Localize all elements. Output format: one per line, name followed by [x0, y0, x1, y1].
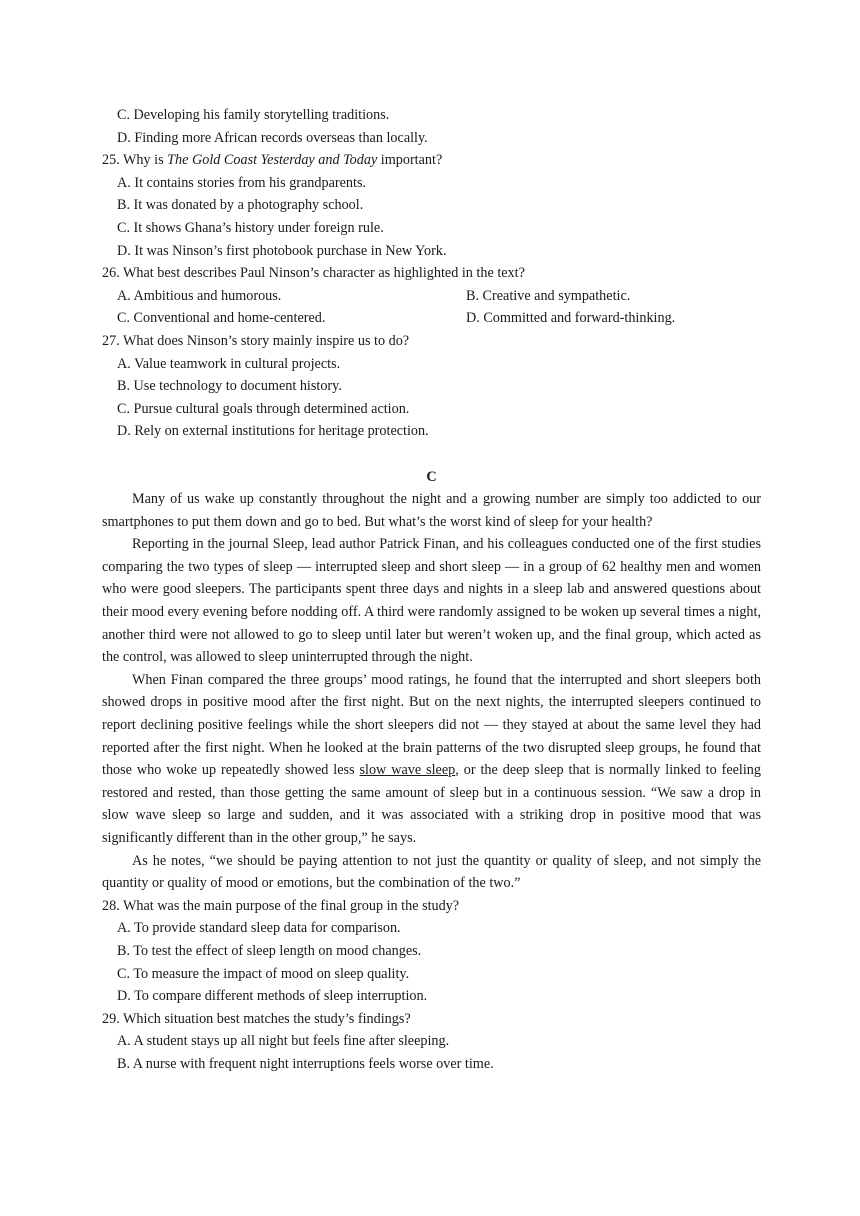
q24-option-d: D. Finding more African records overseas than locally.	[117, 129, 428, 146]
q27-option-a: A. Value teamwork in cultural projects.	[117, 355, 341, 372]
q27-stem: 27. What does Ninson’s story mainly inspire us to do?	[102, 332, 410, 349]
underlined-term: slow wave sleep	[359, 762, 456, 779]
q25-suffix: important?	[377, 152, 443, 169]
q27-option-d: D. Rely on external institutions for heritage protection.	[117, 423, 429, 440]
q25-option-a: A. It contains stories from his grandparents.	[117, 174, 367, 191]
q26-stem: 26. What best describes Paul Ninson’s character as highlighted in the text?	[102, 265, 525, 282]
q26-option-d: D. Committed and forward-thinking.	[466, 310, 676, 327]
section-heading: C	[426, 468, 437, 485]
q25-option-d: D. It was Ninson’s first photobook purchase in New York.	[117, 242, 447, 259]
q25-stem	[102, 149, 761, 172]
q27-option-c: C. Pursue cultural goals through determined action.	[117, 400, 410, 417]
q28-option-a: A. To provide standard sleep data for comparison.	[117, 920, 401, 937]
q27-option-b: B. Use technology to document history.	[117, 378, 342, 395]
q26-option-b: B. Creative and sympathetic.	[466, 287, 631, 304]
q25-prefix: 25. Why is	[102, 152, 168, 169]
exam-page	[102, 104, 761, 1076]
q26-options-row-2	[102, 307, 761, 330]
p3-text-before: When Finan compared the three groups’ mood ratings, he found that the interrupted and short sleepers both showed drops in positive mood after the first night. But on the next nights, the interrupted sleepers continued to report declining positive feelings while the short sleepers did not — they stayed at about the same level they had reported after the first night. When he looked at the brain patterns of the two disrupted sleep groups, he found that those who woke up repeatedly showed less	[102, 671, 761, 779]
section-spacer	[102, 443, 761, 466]
q26-option-c: C. Conventional and home-centered.	[117, 310, 326, 327]
p3-text-after: , or the deep sleep that is normally linked to feeling restored and rested, than those getting the same amount of sleep but in a continuous session. “We saw a drop in slow wave sleep so large and sudden, and it was associated with a striking drop in positive mood that was significantly different than in the other group,” he says.	[102, 762, 761, 846]
passage-paragraph-4: As he notes, “we should be paying attention to not just the quantity or quality of sleep, and not simply the quantity or quality of mood or emotions, but the combination of the two.”	[102, 852, 761, 892]
q28-option-d: D. To compare different methods of sleep interruption.	[117, 988, 428, 1005]
q26-option-a: A. Ambitious and humorous.	[117, 287, 282, 304]
q28-option-c: C. To measure the impact of mood on sleep quality.	[117, 965, 410, 982]
q29-stem: 29. Which situation best matches the study’s findings?	[102, 1010, 411, 1027]
q25-option-b: B. It was donated by a photography school.	[117, 197, 364, 214]
q29-option-b: B. A nurse with frequent night interruptions feels worse over time.	[117, 1055, 494, 1072]
passage-paragraph-1: Many of us wake up constantly throughout the night and a growing number are simply too addicted to our smartphones to put them down and go to bed. But what’s the worst kind of sleep for your health?	[102, 491, 761, 530]
q26-options-row-1	[102, 285, 761, 308]
q25-option-c: C. It shows Ghana’s history under foreign rule.	[117, 219, 384, 236]
q29-option-a: A. A student stays up all night but feels fine after sleeping.	[117, 1033, 450, 1050]
q28-option-b: B. To test the effect of sleep length on mood changes.	[117, 942, 422, 959]
passage-paragraph-3	[102, 669, 761, 850]
q25-book-title: The Gold Coast Yesterday and Today	[167, 152, 378, 169]
passage-paragraph-2: Reporting in the journal Sleep, lead author Patrick Finan, and his colleagues conducted one of the first studies comparing the two types of sleep — interrupted sleep and short sleep — in a group of 62 healthy men and women who were good sleepers. The participants spent three days and nights in a sleep lab and answered questions about their mood every evening before nodding off. A third were randomly assigned to be woken up several times a night, another third were not allowed to go to sleep until later but weren’t woken up, and the final group, which acted as the control, was allowed to sleep uninterrupted through the night.	[102, 536, 761, 666]
q24-option-c: C. Developing his family storytelling traditions.	[117, 107, 390, 123]
q28-stem: 28. What was the main purpose of the final group in the study?	[102, 897, 460, 914]
